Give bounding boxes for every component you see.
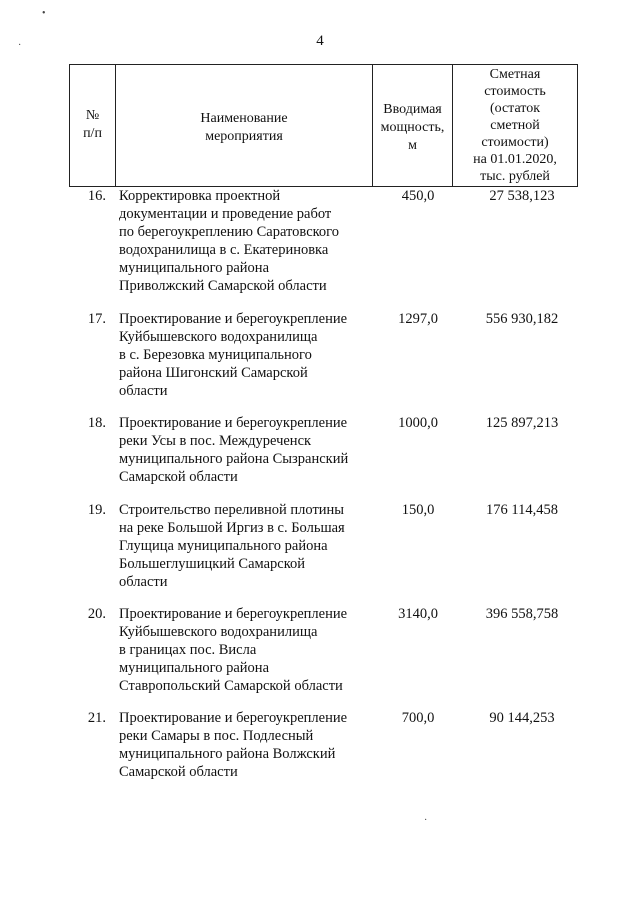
row-power: 700,0 xyxy=(401,710,435,726)
header-cost-line: Сметная xyxy=(489,67,541,82)
header-num-line: № xyxy=(85,108,100,123)
row-name-line: водохранилища в с. Екатериновка xyxy=(119,242,329,258)
row-power: 150,0 xyxy=(401,502,435,518)
row-name-line: Проектирование и берегоукрепление xyxy=(119,606,348,622)
row-cost: 125 897,213 xyxy=(485,415,559,431)
row-name-line: Куйбышевского водохранилища xyxy=(119,329,318,345)
header-power-line: Вводимая xyxy=(383,102,442,117)
header-cost-line: на 01.01.2020, xyxy=(473,152,557,167)
header-cost-line: стоимости) xyxy=(481,135,549,150)
table-header xyxy=(69,64,578,187)
header-name-line: мероприятия xyxy=(205,129,283,144)
row-name-line: Проектирование и берегоукрепление xyxy=(119,311,348,327)
row-number: 18. xyxy=(87,415,106,431)
row-name-line: Самарской области xyxy=(119,764,238,780)
row-power: 1000,0 xyxy=(398,415,438,431)
row-number: 20. xyxy=(87,606,106,622)
row-name-line: муниципального района xyxy=(119,260,269,276)
row-name xyxy=(119,310,379,400)
header-name-line: Наименование xyxy=(200,111,288,126)
row-power: 1297,0 xyxy=(398,311,438,327)
header-cost-line: стоимость xyxy=(484,84,546,99)
row-name-line: района Шигонский Самарской xyxy=(119,365,308,381)
row-cost: 90 144,253 xyxy=(489,710,555,726)
row-number: 21. xyxy=(87,710,106,726)
row-name-line: Приволжский Самарской области xyxy=(119,278,327,294)
row-cost: 396 558,758 xyxy=(485,606,559,622)
row-name xyxy=(119,414,379,486)
row-name-line: реки Усы в пос. Междуреченск xyxy=(119,433,312,449)
header-cost-line: тыс. рублей xyxy=(480,169,550,184)
row-name xyxy=(119,605,379,695)
row-name-line: Строительство переливной плотины xyxy=(119,502,345,518)
row-name-line: Корректировка проектной xyxy=(119,188,281,204)
row-name xyxy=(119,187,379,295)
row-name-line: области xyxy=(119,574,168,590)
row-name-line: Самарской области xyxy=(119,469,238,485)
row-cost: 27 538,123 xyxy=(489,188,555,204)
header-num-line: п/п xyxy=(83,126,102,141)
row-number: 17. xyxy=(87,311,106,327)
row-power: 450,0 xyxy=(401,188,435,204)
row-name-line: реки Самары в пос. Подлесный xyxy=(119,728,314,744)
row-name-line: Проектирование и берегоукрепление xyxy=(119,710,348,726)
header-col-cost xyxy=(453,65,577,186)
row-number: 19. xyxy=(87,502,106,518)
row-name-line: по берегоукреплению Саратовского xyxy=(119,224,340,240)
row-power: 3140,0 xyxy=(398,606,438,622)
header-col-num xyxy=(70,65,116,186)
row-cost: 556 930,182 xyxy=(485,311,559,327)
row-name-line: муниципального района xyxy=(119,660,269,676)
scan-dot-mark: • xyxy=(42,8,46,19)
scan-dot-mark: · xyxy=(18,40,22,51)
row-name-line: области xyxy=(119,383,168,399)
row-name-line: в границах пос. Висла xyxy=(119,642,257,658)
scan-dot-mark: · xyxy=(424,815,428,826)
header-cost-line: сметной xyxy=(490,118,540,133)
header-col-power xyxy=(373,65,453,186)
header-col-name xyxy=(116,65,373,186)
row-name-line: Большеглушицкий Самарской xyxy=(119,556,306,572)
header-cost-line: (остаток xyxy=(489,101,541,116)
row-name-line: Ставропольский Самарской области xyxy=(119,678,343,694)
header-power-line: м xyxy=(408,138,417,153)
row-number: 16. xyxy=(87,188,106,204)
row-name xyxy=(119,709,379,781)
row-name-line: документации и проведение работ xyxy=(119,206,332,222)
header-power-line: мощность, xyxy=(380,120,445,135)
row-name-line: на реке Большой Иргиз в с. Большая xyxy=(119,520,345,536)
row-name-line: Глущица муниципального района xyxy=(119,538,328,554)
row-name xyxy=(119,501,379,591)
row-cost: 176 114,458 xyxy=(486,502,558,518)
row-name-line: муниципального района Сызранский xyxy=(119,451,349,467)
row-name-line: в с. Березовка муниципального xyxy=(119,347,312,363)
row-name-line: муниципального района Волжский xyxy=(119,746,336,762)
row-name-line: Куйбышевского водохранилища xyxy=(119,624,318,640)
row-name-line: Проектирование и берегоукрепление xyxy=(119,415,348,431)
page-number: 4 xyxy=(316,33,324,49)
